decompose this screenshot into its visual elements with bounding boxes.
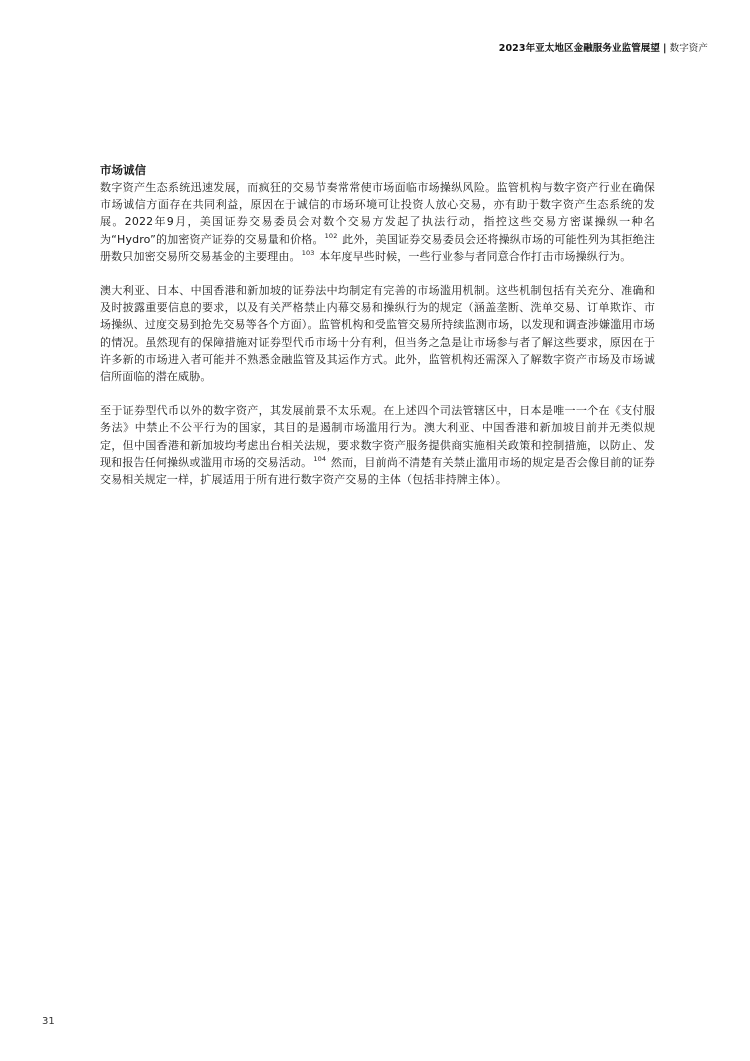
page-number: 31 — [42, 1016, 55, 1027]
paragraph-text: 此外，美国证券交易委员会还将操纵市场的可能性列为其拒绝注册数只加密交易所交易基金的主要理由。 — [100, 232, 655, 263]
footnote-ref-102[interactable]: 102 — [324, 231, 338, 240]
section-name: 数字资产 — [669, 43, 708, 54]
paragraph-non-security-tokens — [100, 402, 655, 488]
header-separator: | — [663, 43, 667, 54]
paragraph-text: 至于证券型代币以外的数字资产，其发展前景不太乐观。在上述四个司法管辖区中，日本是唯一一个在《支付服务法》中禁止不公平行为的国家，其目的是遏制市场滥用行为。澳大利亚、中国香港和新加坡目前并无类似规定，但中国香港和新加坡均考虑出台相关法规，要求数字资产服务提供商实施相关政策和控制措施，以防止、发现和报告任何操纵或滥用市场的交易活动。 — [100, 404, 655, 469]
page-header — [499, 40, 708, 54]
paragraph-text: 本年度早些时候，一些行业参与者同意合作打击市场操纵行为。 — [315, 249, 632, 263]
report-title: 2023年亚太地区金融服务业监管展望 — [498, 43, 661, 54]
paragraph-text: 数字资产生态系统迅速发展，而疯狂的交易节奏常常使市场面临市场操纵风险。监管机构与数字资产行业在确保市场诚信方面存在共同利益，原因在于诚信的市场环境可让投资人放心交易，亦有助于数字资产生态系统的发展。2022年9月，美国证券交易委员会对数个交易方发起了执法行动，指控这些交易方密谋操纵一种名为“Hydro”的加密资产证券的交易量和价格。 — [100, 181, 655, 246]
footnote-ref-104[interactable]: 104 — [313, 455, 327, 464]
paragraph-market-integrity — [100, 179, 655, 265]
paragraph-market-abuse-regimes — [100, 282, 655, 385]
paragraph-text: 然而，目前尚不清楚有关禁止滥用市场的规定是否会像目前的证券交易相关规定一样，扩展适用于所有进行数字资产交易的主体（包括非持牌主体）。 — [100, 455, 655, 487]
footnote-ref-103[interactable]: 103 — [301, 249, 315, 258]
main-content — [100, 162, 655, 488]
paragraph-text: 澳大利亚、日本、中国香港和新加坡的证券法中均制定有完善的市场滥用机制。这些机制包括有关充分、准确和及时披露重要信息的要求，以及有关严格禁止内幕交易和操纵行为的规定（涵盖垄断、洗单交易、订单欺诈、市场操纵、过度交易到抢先交易等各个方面）。监管机构和受监管交易所持续监测市场，以发现和调查涉嫌滥用市场的情况。虽然现有的保障措施对证券型代币市场十分有利，但当务之急是让市场参与者了解这些要求，原因在于许多新的市场进入者可能并不熟悉金融监管及其运作方式。此外，监管机构还需深入了解数字资产市场及市场诚信所面临的潜在威胁。 — [100, 284, 655, 384]
section-heading: 市场诚信 — [100, 163, 146, 177]
